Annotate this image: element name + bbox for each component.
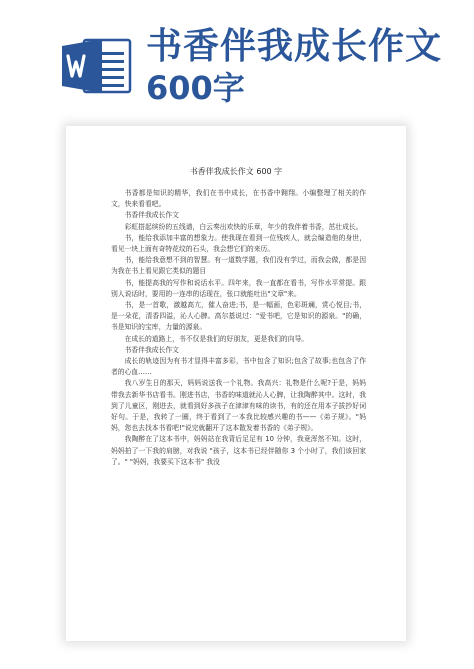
paragraph: 书，能提高我的写作和说话水平。四年来，我一直都在看书，写作水平常提。跟别人说话时，要用的一连串的话现在，张口就能吐出"文章"来。: [111, 278, 366, 298]
paragraph: 书，能给我意想不到的智慧。有一道数学题，我们没有学过，而我会做，都是因为我在书上看见跟它类似的题目: [111, 256, 366, 276]
paragraph: 书，是一首歌，激越高亢，催人奋进;书，是一幅画，色彩斑斓，赏心悦目;书，是一朵花，清香四溢，沁人心脾。高尔基说过："爱书吧，它是知识的源泉。"的确，书是知识的宝库，力量的源泉。: [111, 301, 366, 332]
paragraph: 我八岁生日的那天，妈妈说送我一个礼物。我高兴：礼物是什么呢?于是，妈妈带我去新华书店看书。刚进书店，书香的味道就沁人心脾，让我陶醉其中。这时，我到了儿童区，刚进去，就看到好多孩子在津津有味的读书，有的还在用本子拔抄好词好句。于是，我转了一圈，终于看到了一本我比较感兴趣的书——《弟子规》。"妈妈，您也去找本书看吧!"说完就翻开了这本散发着书香的《弟子规》。: [111, 379, 366, 433]
paragraph: 我陶醉在了这本书中，妈妈站在我背后足足有 10 分钟，我竟浑然不知。这时，妈妈拍了一下我的肩膀，对我说 "孩子，这本书已经伴随你 3 个小时了，我们该回家了。" "妈妈，我要买下这本书" 我没: [111, 435, 366, 466]
page-title: 书香伴我成长作文: [146, 26, 443, 67]
paragraph: 成长的轨迹因为有书才显得丰富多彩，书中包含了知识;包含了故事;也包含了作者的心血……: [111, 357, 366, 377]
document-page: [66, 126, 406, 641]
paragraph: 书，能给我添加丰富的想象力。使我现在看到一位残疾人，就会编造他的身世，看见一块上面有奇特花纹的石头，我会想它们的来历。: [111, 233, 366, 254]
page-subtitle: 600字: [146, 69, 245, 107]
document-body: [111, 188, 366, 468]
section-heading: 书香伴我成长作文: [124, 211, 179, 220]
paragraph: 彩虹搭起缤纷的五线谱，白云奏出欢快的乐章，年少的我伴着书香，茁壮成长。: [124, 222, 363, 231]
word-document-icon: [62, 38, 132, 94]
section-heading: 书香伴我成长作文: [124, 345, 179, 354]
paragraph: 书香都是知识的精华，我们在书中成长，在书香中翱翔。小编整理了相关的作文，快来看看吧。: [111, 189, 366, 209]
paragraph: 在成长的道路上，书不仅是我们的好朋友，更是我们的向导。: [124, 334, 309, 343]
document-title: 书香伴我成长作文 600 字: [189, 167, 283, 176]
